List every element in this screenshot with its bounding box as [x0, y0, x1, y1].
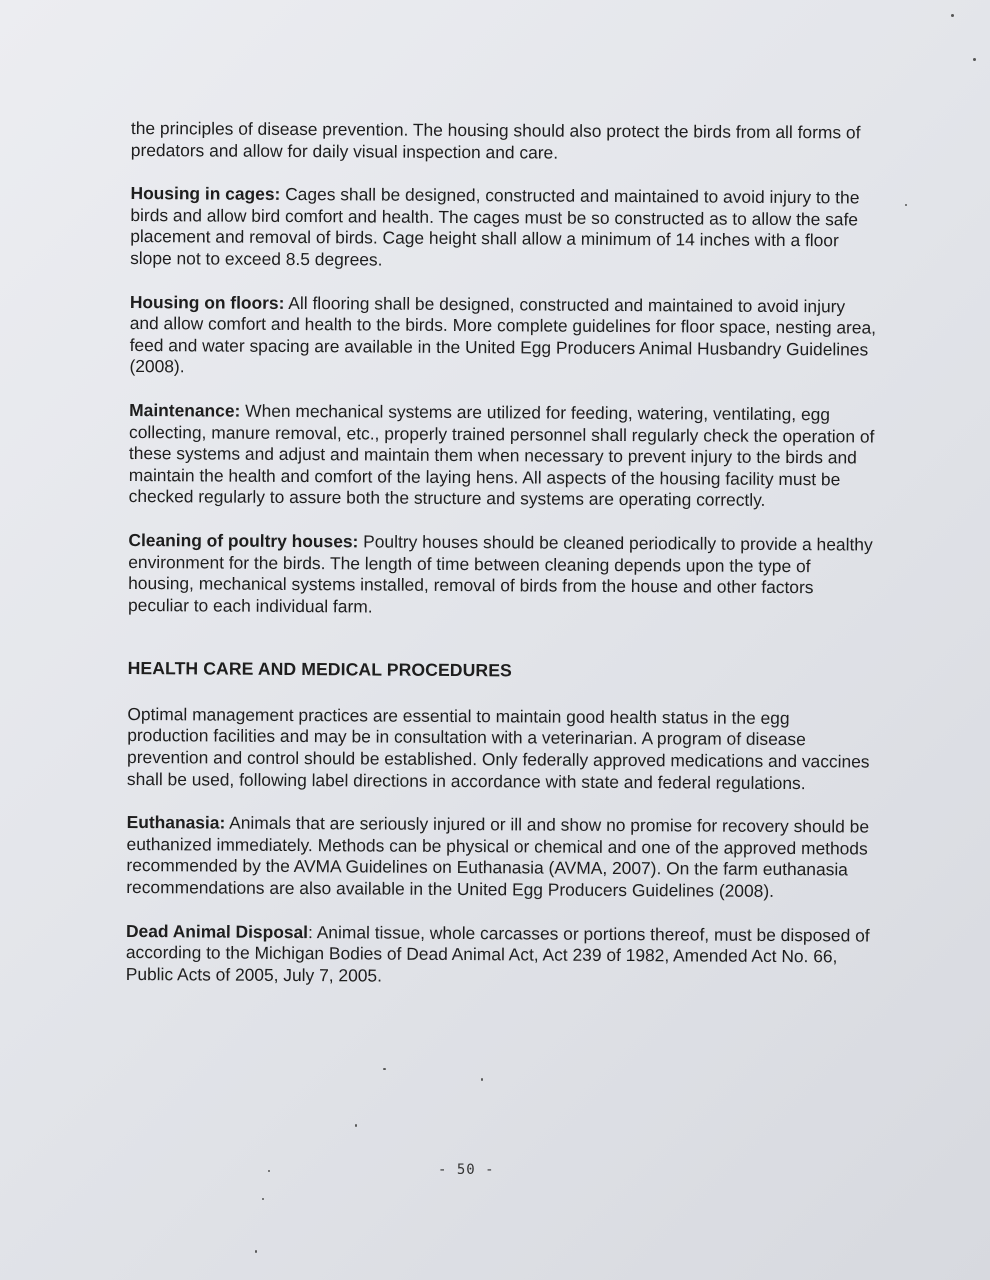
paragraph-lead: Housing in cages:	[130, 183, 281, 205]
paragraph-lead: Dead Animal Disposal	[125, 920, 309, 942]
dust-speck	[255, 1250, 257, 1253]
paragraph-lead: Euthanasia:	[126, 812, 226, 833]
paragraph-optimal-management	[127, 704, 876, 795]
dust-speck	[268, 1170, 270, 1172]
paragraph-maintenance	[129, 400, 878, 513]
paragraph-lead: Maintenance:	[129, 399, 241, 421]
paragraph-text: All flooring shall be designed, constructed and maintained to avoid injury and allow comfort and health to the birds. More complete guidelines for floor space, nesting area, feed and water spacing are available in the United Egg Producers Animal Husbandry Guidelines (2008).	[129, 292, 877, 377]
dust-speck	[481, 1078, 483, 1081]
paragraph-dead-animal-disposal	[126, 921, 874, 990]
paragraph-text: Animals that are seriously injured or ill and show no promise for recovery should be euthanized immediately. Methods can be physical or chemical and one of the approved methods recommended by the AVMA Guidelines on Euthanasia (AVMA, 2007). On the farm euthanasia recommendations are also available in the United Egg Producers Guidelines (2008).	[126, 812, 870, 901]
paragraph-text: When mechanical systems are utilized for feeding, watering, ventilating, egg collecting, manure removal, etc., properly trained personnel shall regularly check the operation of these systems and adjust and maintain them when necessary to prevent injury to the birds and maintain the health and comfort of the laying hens. All aspects of the housing facility must be checked regularly to assure both the structure and systems are operating correctly.	[128, 400, 875, 511]
dust-speck	[355, 1124, 357, 1127]
paragraph-text: Cages shall be designed, constructed and maintained to avoid injury to the birds and allow bird comfort and health. The cages must be so constructed as to allow the safe placement and removal of birds. Cage height shall allow a minimum of 14 inches with a floor slope not to exceed 8.5 degrees.	[130, 184, 860, 270]
dust-speck	[262, 1198, 264, 1200]
dust-speck	[383, 1068, 386, 1070]
section-heading: HEALTH CARE AND MEDICAL PROCEDURES	[127, 658, 512, 681]
paragraph-housing-on-floors	[129, 292, 878, 383]
paragraph-euthanasia	[126, 812, 875, 903]
paragraph-text: Optimal management practices are essential to maintain good health status in the egg production facilities and may be in consultation with a veterinarian. A program of disease prevention and control should be established. Only federally approved medications and vaccines shall be used, following label directions in accordance with state and federal regulations.	[126, 703, 870, 793]
paragraph-text: the principles of disease prevention. The housing should also protect the birds from all forms of predators and allow for daily visual inspection and care.	[130, 118, 861, 163]
paragraph-lead: Housing on floors:	[129, 291, 285, 313]
document-body	[126, 118, 879, 1012]
paragraph-housing-in-cages	[130, 183, 879, 274]
paragraph-text: Poultry houses should be cleaned periodically to provide a healthy environment for the birds. The length of time between cleaning depends upon the type of housing, mechanical systems installed, removal of birds from the house and other factors peculiar to each individual farm.	[127, 531, 873, 617]
paragraph-text: : Animal tissue, whole carcasses or portions thereof, must be disposed of according to the Michigan Bodies of Dead Animal Act, Act 239 of 1982, Amended Act No. 66, Public Acts of 2005, July 7, 2005.	[125, 921, 870, 986]
paragraph-lead: Cleaning of poultry houses:	[128, 529, 359, 552]
page-number: - 50 -	[438, 1162, 495, 1178]
paragraph-cleaning-poultry-houses	[128, 530, 877, 621]
dust-speck	[905, 204, 907, 206]
dust-speck	[951, 14, 954, 17]
paragraph-disease-prevention	[131, 118, 879, 166]
dust-speck	[973, 58, 976, 61]
